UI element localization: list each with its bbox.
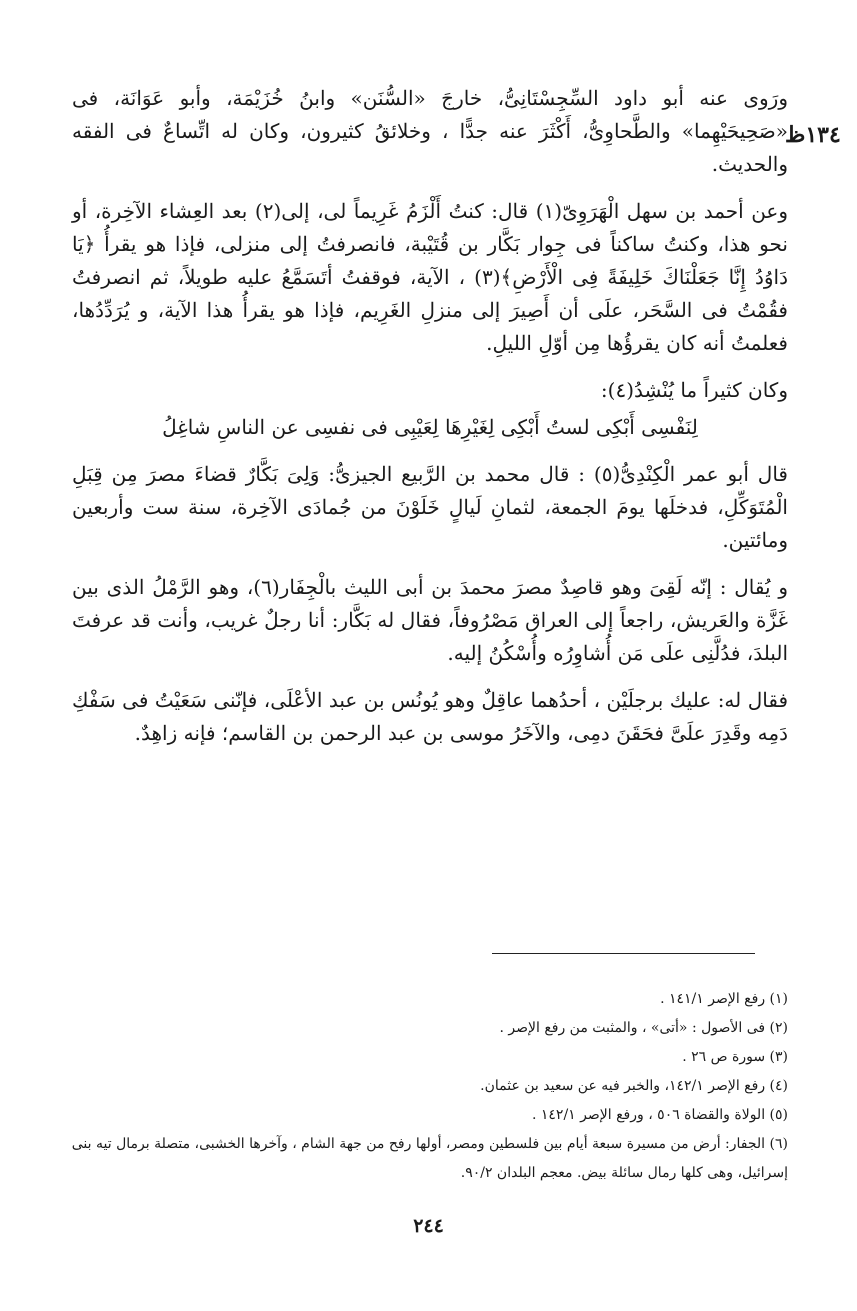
- paragraph-text: و يُقال : إنّه لَقِىَ وهو قاصِدٌ مصرَ محمدَ بن أبى الليث بالْجِفَار(٦)، وهو الرَّمْلُ الذى بين غَزَّة والعَريش، راجعاً إلى العراق مَصْرُوفاً، فقال له بَكَّار: أنا رجلٌ غريب، وأنت قد عرفتَ البلدَ، فدُلَّنِى علَى مَن أُشاوِرُه وأُسْكُنُ إليه.: [72, 575, 788, 665]
- footnote: (٣) سورة ص ٢٦ .: [682, 1049, 788, 1065]
- page-number: ٢٤٤: [413, 1215, 444, 1237]
- paragraph-text: وعن أحمد بن سهل الْهَرَوِىّ(١) قال: كنتُ أَلْزَمُ غَرِيماً لى، إلى(٢) بعد العِشاء الآخِرة، أو نحو هذا، وكنتُ ساكناً فى جِوار بَكَّار بن قُتَيْبة، فانصرفتُ إلى منزلى، فإذا هو يقرأُ ﴿يَا دَاوُدُ إِنَّا جَعَلْنَاكَ خَلِيفَةً فِى الْأَرْضِ﴾(٣) ، الآية، فوقفتُ أتَسَمَّعُ عليه طويلاً، ثم انصرفتُ فقُمْتُ فى السَّحَر، علَى أن أَصِيرَ إلى منزلِ الغَرِيم، فإذا هو يقرأُ هذا الآية، و يُرَدِّدُها، فعلمتُ أنه كان يقرؤُها مِن أوّلِ الليلِ.: [72, 199, 789, 355]
- footnote: (٤) رفع الإصر ١٤٢/١، والخبر فيه عن سعيد بن عثمان.: [480, 1078, 788, 1094]
- paragraph-text: فقال له: عليك برجلَيْن ، أحدُهما عاقِلٌ وهو يُونُس بن عبد الأعْلَى، فإنّنى سَعَيْتُ فى سَفْكِ دَمِه وقَدِرَ علَىَّ فحَقَنَ دمِى، والآخَرُ موسى بن عبد الرحمن بن القاسم؛ فإنه زاهِدٌ.: [72, 688, 789, 745]
- footnote: (٥) الولاة والقضاة ٥٠٦ ، ورفع الإصر ١٤٢/١ .: [531, 1107, 788, 1123]
- paragraph-harawi-story: [72, 195, 788, 360]
- paragraph-advice: [72, 684, 788, 750]
- paragraph-narrators: [72, 82, 788, 181]
- margin-folio-note: ١٣٤ظ: [785, 122, 841, 148]
- paragraph-text: وكان كثيراً ما يُنْشِدُ(٤):: [600, 378, 788, 402]
- poetry-verse: لِنَفْسِى أَبْكِى لستُ أَبْكِى لِغَيْرِهَا لِعَيْبِى فى نفسِى عن الناسِ شاغِلُ: [162, 415, 698, 439]
- footnote-divider: [492, 953, 755, 954]
- paragraph-text: قال أبو عمر الْكِنْدِىُّ(٥) : قال محمد بن الرَّبيع الجيزىُّ: وَلِىَ بَكَّارٌ قضاءَ مصرَ مِن قِبَلِ الْمُتَوَكِّلِ، فدخلَها يومَ الجمعة، لثمانِ لَيالٍ خَلَوْنَ من جُمادَى الآخِرة، سنة ست وأربعين ومائتين.: [72, 462, 788, 552]
- paragraph-jifar: [72, 571, 788, 670]
- paragraph-verse-intro: [72, 374, 788, 407]
- paragraph-text: ورَوى عنه أبو داود السِّجِسْتَانِىُّ، خارجَ «السُّنَن» وابنُ خُزَيْمَة، وأبو عَوَانَة، فى «صَحِيحَيْهِما» والطَّحاوِىُّ، أَكْثَرَ عنه جدًّا ، وخلائقُ كثيرون، وكان له اتِّساعٌ فى الفقه والحديث.: [72, 86, 788, 176]
- paragraph-kindi: [72, 458, 788, 557]
- footnote: (١) رفع الإصر ١٤١/١ .: [660, 991, 788, 1007]
- footnote: (٢) فى الأصول : «أتى» ، والمثبت من رفع الإصر .: [499, 1020, 788, 1036]
- main-text: [72, 82, 788, 764]
- footnotes: [70, 985, 788, 1188]
- footnote: (٦) الجفار: أرض من مسيرة سبعة أيام بين فلسطين ومصر، أولها رفح من جهة الشام ، وآخرها الخشبى، متصلة برمال تيه بنى إسرائيل، وهى كلها رمال سائلة بيض. معجم البلدان ٩٠/٢.: [71, 1136, 788, 1181]
